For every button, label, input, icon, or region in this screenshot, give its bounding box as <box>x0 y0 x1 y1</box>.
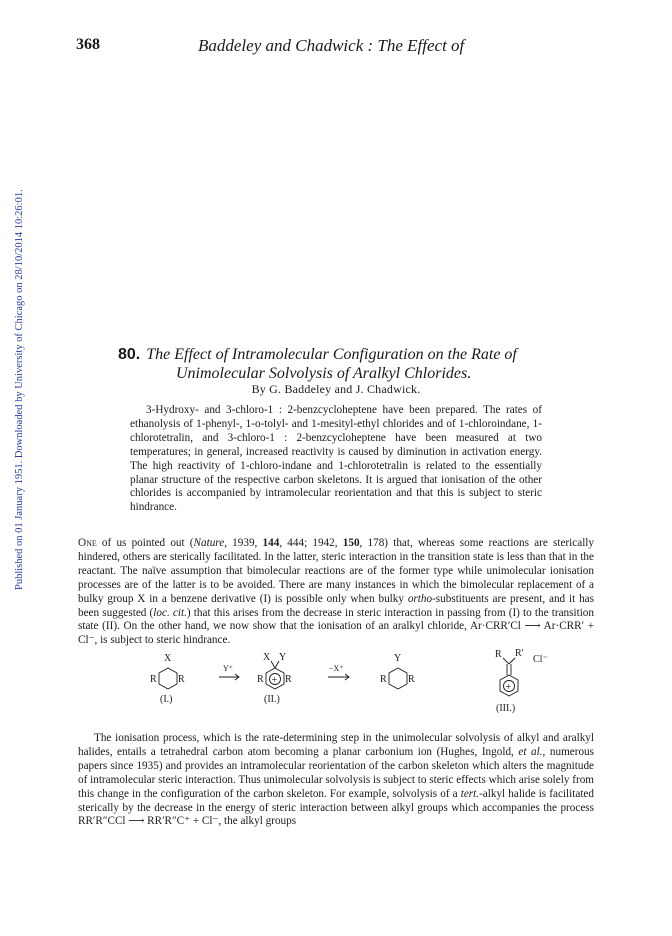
benzene-ring-III <box>389 668 407 689</box>
text-run: -substituents are present, and it has been suggested ( <box>78 592 594 619</box>
download-notice: Published on 01 January 1951. Downloaded by University of Chicago on 28/10/2014 10:26:01. <box>14 189 25 590</box>
italic-term: tert. <box>460 787 480 800</box>
article-title-line2 <box>176 364 646 383</box>
title-line-1: The Effect of Intramolecular Configuration on the Rate of <box>146 346 517 363</box>
text-run: ) that this arises from the decrease in steric interaction in passing from (I) to the transition state (II). On the other hand, we now show that the ionisation of an aralkyl chloride, Ar·CRR′Cl ⟶ Ar· <box>78 606 594 633</box>
abstract-text: 3-Hydroxy- and 3-chloro-1 : 2-benzcycloheptene have been prepared. The rates of ethanolysis of 1-phenyl-, 1-o-tolyl- and 1-mesityl-ethyl chlorides and of 1-chloroindane, 1-chlorotetralin, and 3-chloro-1 : 2-benzcycloheptene have been measured at two temperatures; in general, increased reactivity is caused by diminution in activation energy. The high reactivity of 1-chloro-indane and 1-chlorotetralin is related to the essentially planar structure of the respective carbon skeletons. It is argued that ionisation of the other chlorides is accompanied by intramolecular reorientation and that this is subject to steric hindrance. <box>130 404 542 514</box>
arrow-label-1: Y⁺ <box>223 664 233 673</box>
italic-term: ortho <box>407 592 433 605</box>
volume-number: 144 <box>262 537 280 549</box>
benzene-ring-I <box>159 668 177 689</box>
label-R: R <box>178 674 185 685</box>
abstract <box>130 404 542 515</box>
byline: By G. Baddeley and J. Chadwick. <box>251 382 421 396</box>
label-R: R <box>495 649 502 660</box>
article-number: 80. <box>118 346 141 363</box>
plus-sign: + <box>505 682 512 693</box>
journal-name: Nature <box>193 537 225 549</box>
reaction-scheme <box>78 647 594 721</box>
italic-term: et al. <box>518 745 543 758</box>
bond-X <box>271 661 275 668</box>
label-X: X <box>164 653 172 664</box>
text-run: The ionisation process, which is the rate-determining step in the unimolecular solvolysis of alkyl and aralkyl halides, entails a tetrahedral carbon atom becoming a planar carbonium ion (Hughes, Ingold, <box>78 732 594 758</box>
text-run: , 1939, <box>224 537 263 549</box>
running-title: Baddeley and Chadwick : The Effect of <box>198 36 465 55</box>
arrow-label-2: −X⁺ <box>329 664 344 673</box>
caption-I: (I.) <box>160 694 173 705</box>
carbonium-symbol: C <box>559 620 567 633</box>
lead-word: One <box>78 537 97 549</box>
text-run: of us pointed out ( <box>96 537 194 549</box>
text-run: , 178) that, whereas some reactions are sterically hindered, others are sterically facilitated. In the latter, steric interaction in the transition state is less than that in the reactant. The naïve assumption that bimolecular reactions are of the former type while unimolecular ionisation processes are of the latter is to be avoided. There are many instances in which the bimolecular replacement of a bulky group X in a benzene derivative (I) is possible only when bulky <box>78 537 595 605</box>
label-Y: Y <box>394 653 402 664</box>
article-title <box>118 345 588 364</box>
caption-III: (III.) <box>496 703 516 714</box>
page-number: 368 <box>76 36 100 53</box>
chloride-ion: Cl⁻ <box>533 654 548 665</box>
title-line-2: Unimolecular Solvolysis of Aralkyl Chlorides. <box>176 365 472 382</box>
label-Y: Y <box>279 652 287 663</box>
volume-number: 150 <box>342 537 360 549</box>
label-X: X <box>263 652 271 663</box>
text-run: -alkyl halide is facilitated sterically by the decrease in the energy of steric interaction between alkyl groups which accompanies the process RR′R″CCl ⟶ RR′R″C⁺ + Cl⁻, the alkyl groups <box>78 787 594 828</box>
label-R-prime: R′ <box>515 648 524 659</box>
bond-R <box>503 658 509 664</box>
plus-sign: + <box>271 675 278 686</box>
label-R: R <box>285 674 292 685</box>
label-R: R <box>408 674 415 685</box>
page-header <box>0 0 672 60</box>
caption-II: (II.) <box>264 694 280 705</box>
label-R: R <box>380 674 387 685</box>
body-paragraph-2 <box>78 732 594 829</box>
text-run: , 444; 1942, <box>279 537 343 549</box>
label-R: R <box>257 674 264 685</box>
text-run: RR′ + Cl⁻, is subject to steric hindrance. <box>78 620 595 647</box>
label-R: R <box>150 674 157 685</box>
text-run: , numerous papers since 1935) and provides an intramolecular reorientation of the carbon skeleton which alters the magnitude of intramolecular steric interaction. Thus unimolecular solvolysis is subject to steric effects which arise solely from this change in the configuration of the carbon skeleton. For example, solvolysis of a <box>78 745 595 800</box>
italic-term: loc. cit. <box>153 606 187 619</box>
body-paragraph-1 <box>78 537 594 648</box>
